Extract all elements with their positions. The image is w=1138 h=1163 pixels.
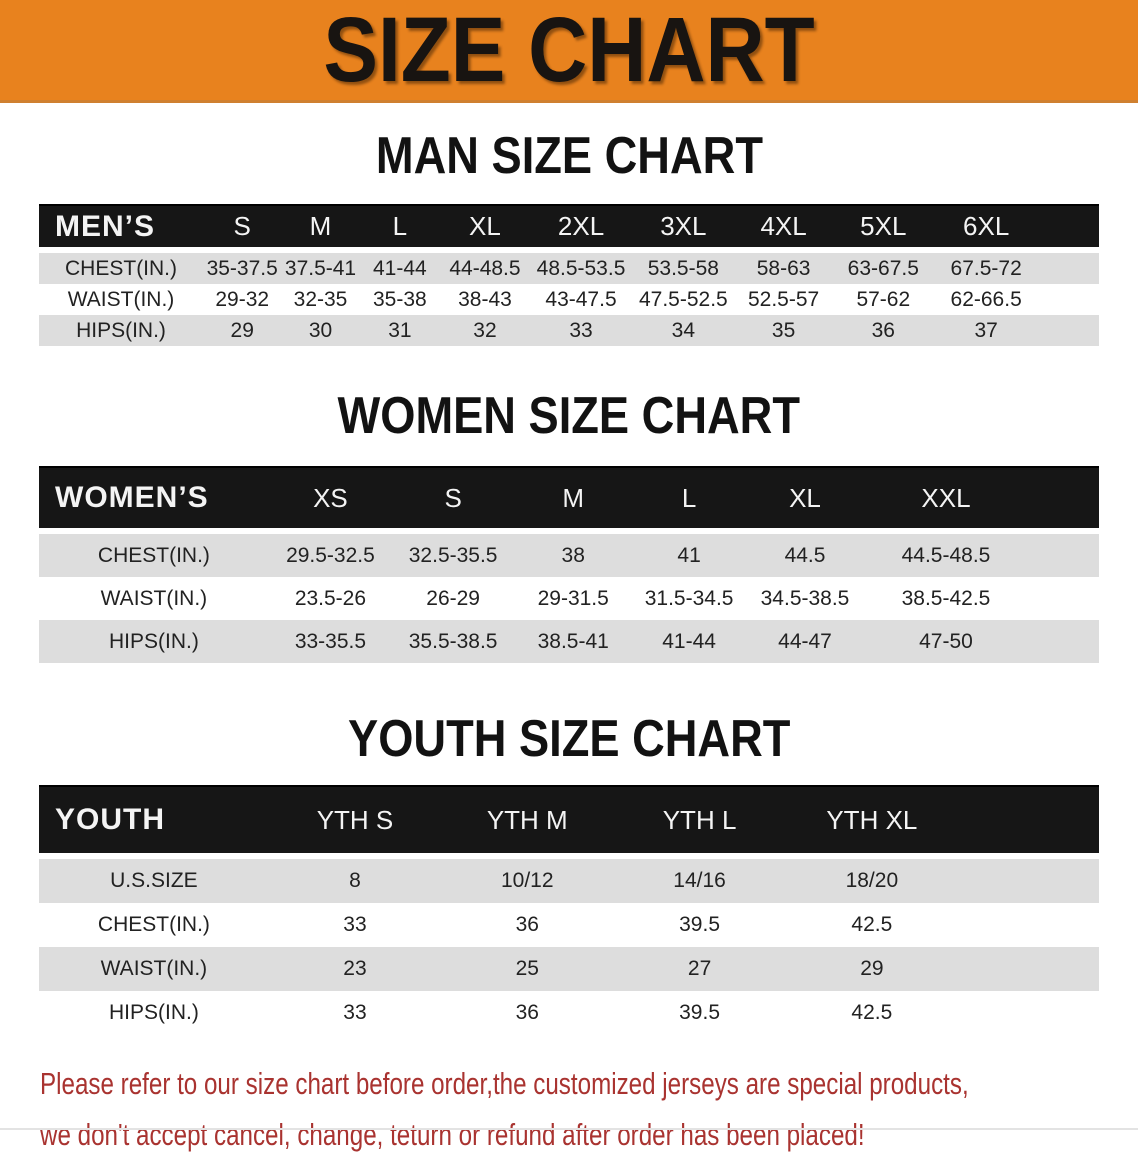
size-value-cell: 41 — [632, 531, 746, 577]
size-value-cell: 29-31.5 — [537, 586, 609, 610]
group-label: WOMEN’S — [39, 467, 269, 531]
size-value-cell: 38 — [514, 531, 632, 577]
measurement-row — [39, 531, 1099, 577]
measurement-label: CHEST(IN.) — [97, 913, 210, 936]
size-value-cell: 29.5-32.5 — [269, 531, 392, 577]
size-column-header: M — [281, 205, 359, 250]
size-value-cell: 29 — [860, 957, 884, 980]
size-value-cell: 44-47 — [778, 629, 832, 653]
size-value-cell: 35 — [771, 318, 796, 342]
measurement-label: WAIST(IN.) — [100, 957, 208, 980]
women-section-heading — [0, 387, 1138, 445]
size-column-header: L — [360, 205, 440, 250]
spacer-cell — [1028, 577, 1099, 620]
size-column-header: L — [632, 467, 746, 531]
size-value-cell: 8 — [269, 856, 441, 903]
size-value-cell: 32.5-35.5 — [392, 531, 514, 577]
spacer-cell — [1038, 284, 1099, 315]
youth-size-section — [0, 710, 1138, 1035]
measurement-label: CHEST(IN.) — [39, 250, 203, 284]
order-policy-line-1: Please refer to our size chart before order,the customized jerseys are special products, — [40, 1066, 969, 1101]
size-column-header: XXL — [864, 467, 1028, 531]
men-size-section — [0, 127, 1138, 346]
size-column-header: YTH S — [269, 786, 441, 856]
youth-size-table — [39, 785, 1099, 1035]
size-column-header: YTH XL — [786, 786, 958, 856]
size-value-cell: 47-50 — [919, 629, 973, 653]
size-value-cell: 31.5-34.5 — [644, 586, 734, 610]
size-value-cell: 33 — [569, 318, 593, 342]
size-column-header: 3XL — [632, 205, 734, 250]
size-value-cell: 43-47.5 — [545, 287, 617, 311]
size-column-header: S — [203, 205, 281, 250]
size-value-cell: 41-44 — [662, 629, 716, 653]
women-section-heading-text: WOMEN SIZE CHART — [337, 387, 801, 445]
measurement-label: WAIST(IN.) — [100, 586, 208, 610]
youth-section-heading-text: YOUTH SIZE CHART — [347, 710, 791, 768]
order-policy-line-2: we don't accept cancel, change, teturn or refund after order has been placed! — [40, 1117, 865, 1152]
size-column-header: YTH M — [441, 786, 613, 856]
spacer-cell — [958, 947, 1099, 991]
size-header-row — [39, 467, 1099, 531]
youth-section-heading — [0, 710, 1138, 768]
size-value-cell: 39.5 — [679, 913, 720, 936]
size-chart-banner — [0, 0, 1138, 103]
size-value-cell: 33 — [343, 913, 367, 936]
size-value-cell: 67.5-72 — [934, 250, 1038, 284]
spacer-cell — [958, 856, 1099, 903]
spacer-cell — [1028, 620, 1099, 663]
spacer-cell — [1038, 205, 1099, 250]
size-value-cell: 39.5 — [679, 1001, 720, 1024]
spacer-cell — [1038, 315, 1099, 346]
measurement-row — [39, 856, 1099, 903]
spacer-cell — [958, 786, 1099, 856]
size-value-cell: 38-43 — [458, 287, 512, 311]
size-value-cell: 26-29 — [426, 586, 480, 610]
size-value-cell: 35-38 — [373, 287, 427, 311]
size-value-cell: 52.5-57 — [747, 287, 820, 311]
size-value-cell: 30 — [308, 318, 333, 342]
size-value-cell: 36 — [515, 913, 539, 936]
measurement-label: HIPS(IN.) — [76, 318, 166, 342]
size-value-cell: 31 — [388, 318, 412, 342]
size-value-cell: 33-35.5 — [294, 629, 367, 653]
size-value-cell: 48.5-53.5 — [530, 250, 632, 284]
size-column-header: 6XL — [934, 205, 1038, 250]
size-column-header: 2XL — [530, 205, 632, 250]
size-header-row — [39, 786, 1099, 856]
men-size-table — [39, 204, 1099, 346]
women-size-table — [39, 466, 1099, 663]
men-section-heading — [0, 127, 1138, 185]
size-value-cell: 44.5-48.5 — [864, 531, 1028, 577]
size-value-cell: 34 — [671, 318, 696, 342]
measurement-row — [39, 620, 1099, 663]
size-value-cell: 32 — [473, 318, 497, 342]
measurement-label: CHEST(IN.) — [39, 531, 269, 577]
size-value-cell: 36 — [515, 1001, 539, 1024]
measurement-row — [39, 903, 1099, 947]
size-value-cell: 44.5 — [746, 531, 864, 577]
measurement-row — [39, 947, 1099, 991]
size-value-cell: 44-48.5 — [440, 250, 530, 284]
measurement-row — [39, 284, 1099, 315]
size-value-cell: 58-63 — [735, 250, 833, 284]
size-value-cell: 18/20 — [786, 856, 958, 903]
men-section-heading-text: MAN SIZE CHART — [375, 127, 763, 185]
size-column-header: YTH L — [613, 786, 785, 856]
size-header-row — [39, 205, 1099, 250]
bottom-edge-divider — [0, 1128, 1138, 1130]
size-value-cell: 29 — [230, 318, 254, 342]
measurement-label: HIPS(IN.) — [108, 629, 199, 653]
measurement-row — [39, 315, 1099, 346]
size-value-cell: 27 — [687, 957, 712, 980]
size-value-cell: 25 — [515, 957, 539, 980]
measurement-label: U.S.SIZE — [39, 856, 269, 903]
size-column-header: S — [392, 467, 514, 531]
measurement-label: HIPS(IN.) — [108, 1001, 199, 1024]
banner-title: SIZE CHART — [323, 0, 815, 101]
size-value-cell: 34.5-38.5 — [760, 586, 850, 610]
size-value-cell: 37 — [974, 318, 998, 342]
size-value-cell: 42.5 — [851, 1001, 893, 1024]
size-value-cell: 35.5-38.5 — [408, 629, 498, 653]
size-column-header: 4XL — [735, 205, 833, 250]
size-value-cell: 23.5-26 — [294, 586, 367, 610]
spacer-cell — [1028, 531, 1099, 577]
size-value-cell: 14/16 — [613, 856, 785, 903]
group-label: MEN’S — [39, 205, 203, 250]
measurement-row — [39, 991, 1099, 1035]
size-value-cell: 47.5-52.5 — [638, 287, 728, 311]
women-size-section — [0, 387, 1138, 663]
size-value-cell: 62-66.5 — [950, 287, 1022, 311]
measurement-label: WAIST(IN.) — [67, 287, 175, 311]
size-value-cell: 35-37.5 — [203, 250, 281, 284]
size-value-cell: 36 — [871, 318, 895, 342]
size-value-cell: 38.5-42.5 — [901, 586, 991, 610]
size-column-header: M — [514, 467, 632, 531]
size-value-cell: 53.5-58 — [632, 250, 734, 284]
size-column-header: XL — [440, 205, 530, 250]
measurement-row — [39, 577, 1099, 620]
size-value-cell: 32-35 — [293, 287, 348, 311]
group-label: YOUTH — [39, 786, 269, 856]
size-value-cell: 37.5-41 — [281, 250, 359, 284]
measurement-row — [39, 250, 1099, 284]
size-column-header: 5XL — [833, 205, 934, 250]
size-column-header: XL — [746, 467, 864, 531]
order-policy-note — [40, 1061, 1138, 1163]
spacer-cell — [958, 903, 1099, 947]
size-value-cell: 57-62 — [856, 287, 911, 311]
size-value-cell: 29-32 — [215, 287, 270, 311]
spacer-cell — [958, 991, 1099, 1035]
size-value-cell: 38.5-41 — [537, 629, 609, 653]
size-value-cell: 41-44 — [360, 250, 440, 284]
size-value-cell: 10/12 — [441, 856, 613, 903]
size-value-cell: 23 — [343, 957, 367, 980]
size-value-cell: 33 — [343, 1001, 367, 1024]
spacer-cell — [1038, 250, 1099, 284]
spacer-cell — [1028, 467, 1099, 531]
size-value-cell: 42.5 — [851, 913, 893, 936]
size-column-header: XS — [269, 467, 392, 531]
size-value-cell: 63-67.5 — [833, 250, 934, 284]
